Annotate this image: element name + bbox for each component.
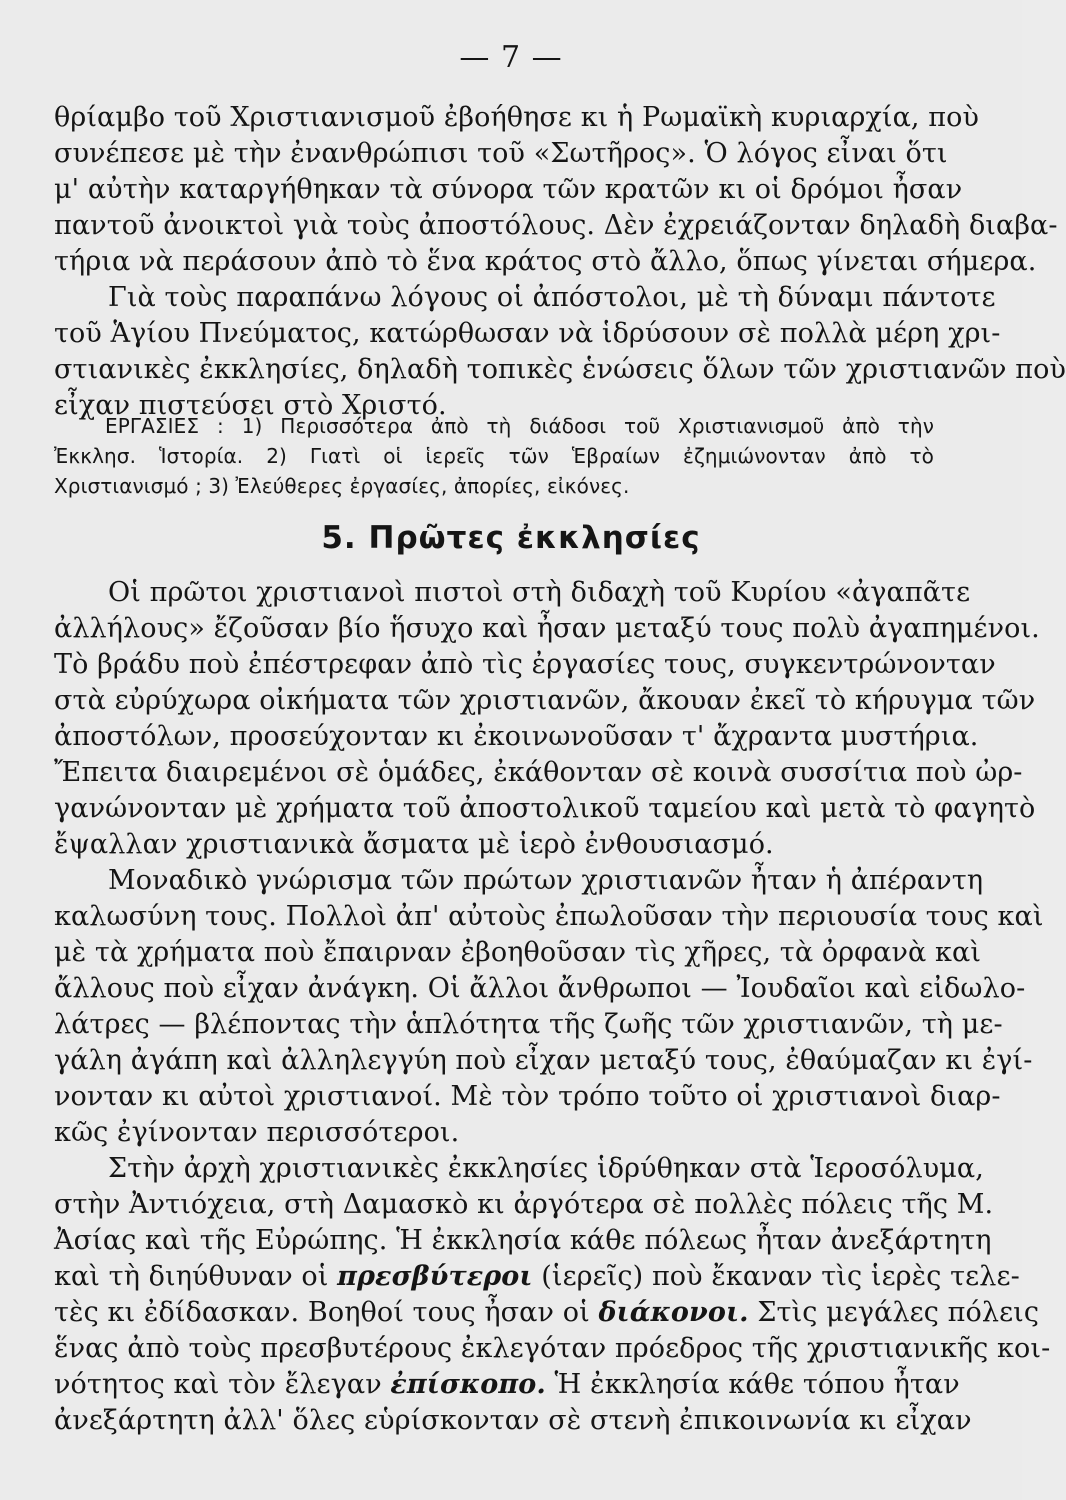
- text-line: Τὸ βράδυ ποὺ ἐπέστρεφαν ἀπὸ τὶς ἐργασίες τους, συγκεντρώνονταν: [54, 649, 996, 680]
- text-line: παντοῦ ἀνοικτοὶ γιὰ τοὺς ἀποστόλους. Δὲν ἐχρειάζονταν δηλαδὴ διαβα-: [54, 210, 1058, 241]
- text-line: Γιὰ τοὺς παραπάνω λόγους οἱ ἀπόστολοι, μὲ τὴ δύναμι πάντοτε: [108, 282, 996, 313]
- text-line: τοῦ Ἁγίου Πνεύματος, κατώρθωσαν νὰ ἱδρύσουν σὲ πολλὰ μέρη χρι-: [54, 318, 1001, 349]
- text-line: κῶς ἐγίνονταν περισσότεροι.: [54, 1117, 460, 1148]
- section-title: 5. Πρῶτες ἐκκλησίες: [321, 520, 701, 556]
- term-diakonoi: διάκονοι.: [598, 1297, 749, 1328]
- text-line: γανώνονταν μὲ χρήματα τοῦ ἀποστολικοῦ ταμείου καὶ μετὰ τὸ φαγητὸ: [54, 793, 1036, 824]
- text-line: ἀνεξάρτητη ἀλλ' ὅλες εὑρίσκονταν σὲ στενὴ ἐπικοινωνία κι εἶχαν: [54, 1405, 972, 1436]
- text-line: ἀλλήλους» ἔζοῦσαν βίο ἥσυχο καὶ ἦσαν μεταξύ τους πολὺ ἀγαπημένοι.: [54, 613, 1040, 644]
- text-line: ἀποστόλων, προσεύχονταν κι ἐκοινωνοῦσαν τ' ἄχραντα μυστήρια.: [54, 721, 979, 752]
- text-line: [54, 1367, 960, 1403]
- exercises: [54, 411, 934, 501]
- text-line: ἄλλους ποὺ εἶχαν ἀνάγκη. Οἱ ἄλλοι ἄνθρωποι — Ἰουδαῖοι καὶ εἰδωλο-: [54, 973, 1026, 1004]
- page-number: — 7 —: [459, 40, 563, 75]
- text-line: στὴν Ἀντιόχεια, στὴ Δαμασκὸ κι ἀργότερα σὲ πολλὲς πόλεις τῆς Μ.: [54, 1189, 994, 1220]
- text-line: νονταν κι αὐτοὶ χριστιανοί. Μὲ τὸν τρόπο τοῦτο οἱ χριστιανοὶ διαρ-: [54, 1081, 1001, 1112]
- text-run: (ἱερεῖς) ποὺ ἔκαναν τὶς ἱερὲς τελε-: [532, 1261, 1020, 1292]
- text-line: στιανικὲς ἐκκλησίες, δηλαδὴ τοπικὲς ἑνώσεις ὅλων τῶν χριστιανῶν ποὺ: [54, 354, 1066, 385]
- text-line: [54, 1295, 1040, 1331]
- text-line: μὲ τὰ χρήματα ποὺ ἔπαιρναν ἐβοηθοῦσαν τὶς χῆρες, τὰ ὀρφανὰ καὶ: [54, 937, 982, 968]
- text-line: εἶχαν πιστεύσει στὸ Χριστό.: [54, 390, 447, 421]
- text-line: τήρια νὰ περάσουν ἀπὸ τὸ ἕνα κράτος στὸ ἄλλο, ὅπως γίνεται σήμερα.: [54, 246, 1037, 277]
- text-run: Στὶς μεγάλες πόλεις: [748, 1297, 1040, 1328]
- text-line: λάτρες — βλέποντας τὴν ἁπλότητα τῆς ζωῆς τῶν χριστιανῶν, τὴ με-: [54, 1009, 1003, 1040]
- text-line: ἕνας ἀπὸ τοὺς πρεσβυτέρους ἐκλεγόταν πρόεδρος τῆς χριστιανικῆς κοι-: [54, 1333, 1051, 1364]
- exercise-line: Χριστιανισμό ; 3) Ἐλεύθερες ἐργασίες, ἀπορίες, εἰκόνες.: [54, 474, 630, 498]
- text-line: γάλη ἀγάπη καὶ ἀλληλεγγύη ποὺ εἶχαν μεταξύ τους, ἐθαύμαζαν κι ἐγί-: [54, 1045, 1033, 1076]
- term-episkopos: ἐπίσκοπο.: [390, 1369, 546, 1400]
- exercise-line: ΕΡΓΑΣΙΕΣ : 1) Περισσότερα ἀπὸ τὴ διάδοσι τοῦ Χριστιανισμοῦ ἀπὸ τὴν: [105, 414, 934, 438]
- text-line: μ' αὐτὴν καταργήθηκαν τὰ σύνορα τῶν κρατῶν κι οἱ δρόμοι ἦσαν: [54, 174, 963, 205]
- intro-paragraphs: [54, 100, 1066, 424]
- text-run: τὲς κι ἐδίδασκαν. Βοηθοί τους ἦσαν οἱ: [54, 1297, 599, 1328]
- section-body: [54, 575, 1051, 1439]
- text-line: στὰ εὐρύχωρα οἰκήματα τῶν χριστιανῶν, ἄκουαν ἐκεῖ τὸ κήρυγμα τῶν: [54, 685, 1036, 716]
- text-line: Μοναδικὸ γνώρισμα τῶν πρώτων χριστιανῶν ἦταν ἡ ἀπέραντη: [108, 865, 984, 896]
- exercise-line: Ἐκκλησ. Ἱστορία. 2) Γιατὶ οἱ ἱερεῖς τῶν Ἑβραίων ἐζημιώνονταν ἀπὸ τὸ: [54, 444, 934, 468]
- text-line: θρίαμβο τοῦ Χριστιανισμοῦ ἐβοήθησε κι ἡ Ρωμαϊκὴ κυριαρχία, ποὺ: [54, 102, 979, 133]
- text-line: συνέπεσε μὲ τὴν ἐνανθρώπισι τοῦ «Σωτῆρος». Ὁ λόγος εἶναι ὅτι: [54, 138, 948, 169]
- text-line: [54, 1259, 1020, 1295]
- text-line: ἔψαλλαν χριστιανικὰ ἄσματα μὲ ἱερὸ ἐνθουσιασμό.: [54, 829, 774, 860]
- text-run: καὶ τὴ διηύθυναν οἱ: [54, 1261, 338, 1292]
- text-line: Ἀσίας καὶ τῆς Εὐρώπης. Ἡ ἐκκλησία κάθε πόλεως ἦταν ἀνεξάρτητη: [54, 1225, 992, 1256]
- text-line: Ἔπειτα διαιρεμένοι σὲ ὁμάδες, ἐκάθονταν σὲ κοινὰ συσσίτια ποὺ ὠρ-: [54, 757, 1023, 788]
- term-presbyteroi: πρεσβύτεροι: [337, 1261, 533, 1292]
- text-run: Ἡ ἐκκλησία κάθε τόπου ἦταν: [545, 1369, 960, 1400]
- text-line: Οἱ πρῶτοι χριστιανοὶ πιστοὶ στὴ διδαχὴ τοῦ Κυρίου «ἀγαπᾶτε: [108, 577, 971, 608]
- text-line: Στὴν ἀρχὴ χριστιανικὲς ἐκκλησίες ἱδρύθηκαν στὰ Ἱεροσόλυμα,: [108, 1153, 984, 1184]
- text-line: καλωσύνη τους. Πολλοὶ ἀπ' αὐτοὺς ἐπωλοῦσαν τὴν περιουσία τους καὶ: [54, 901, 1044, 932]
- text-run: νότητος καὶ τὸν ἔλεγαν: [54, 1369, 391, 1400]
